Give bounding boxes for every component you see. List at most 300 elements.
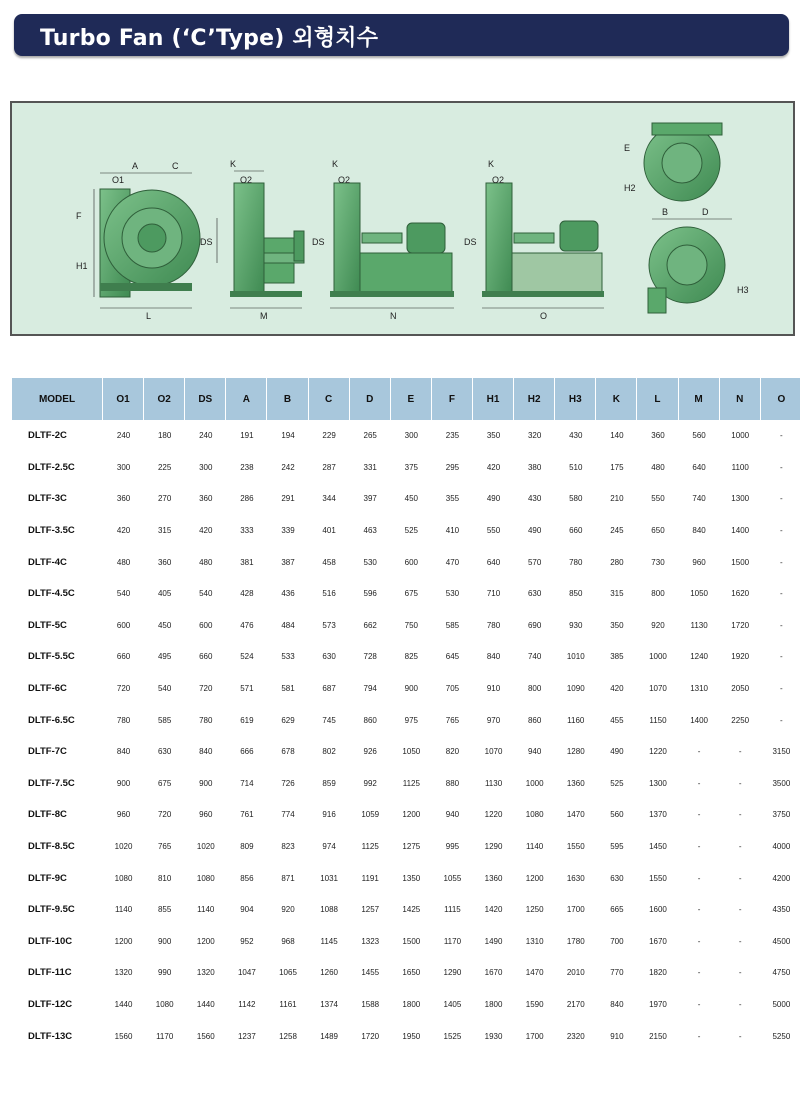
table-cell: 344	[322, 494, 336, 504]
table-row	[12, 452, 800, 484]
table-cell: 1170	[443, 936, 462, 946]
table-cell: 855	[157, 905, 172, 915]
table-cell: 533	[281, 652, 295, 662]
table-cell: 1930	[484, 1031, 503, 1041]
table-cell: -	[697, 936, 701, 946]
table-cell: 900	[116, 778, 131, 788]
table-cell: 1000	[525, 778, 544, 788]
table-row	[12, 483, 800, 515]
table-cell: 405	[157, 589, 172, 599]
table-cell: 560	[610, 810, 624, 820]
table-cell: 970	[486, 715, 501, 725]
table-cell: -	[780, 684, 783, 694]
table-cell: -	[697, 873, 701, 883]
table-cell: 1170	[156, 1031, 174, 1041]
table-cell: 630	[157, 747, 172, 757]
table-cell: 705	[445, 684, 460, 694]
table-cell: 740	[692, 494, 706, 504]
table-cell: 5000	[772, 999, 791, 1009]
label-h1: H1	[76, 261, 88, 271]
table-cell: -	[780, 462, 783, 472]
table-cell: 480	[651, 462, 665, 472]
table-cell: 1425	[402, 905, 421, 915]
table-cell: 4500	[772, 936, 791, 946]
column-header: MODEL	[12, 378, 103, 420]
table-cell: 540	[157, 684, 172, 694]
label-h2: H2	[624, 183, 636, 193]
table-cell: 1050	[402, 747, 421, 757]
table-cell: 728	[363, 652, 377, 662]
model-cell: DLTF-11C	[28, 967, 72, 979]
table-cell: 1405	[443, 999, 462, 1009]
table-cell: 1800	[402, 999, 421, 1009]
table-cell: 1290	[443, 968, 462, 978]
table-cell: 765	[157, 842, 172, 852]
table-cell: 665	[610, 905, 624, 915]
table-cell: 1450	[649, 842, 667, 852]
label-e: E	[624, 143, 631, 153]
label-n: N	[390, 311, 397, 321]
table-cell: -	[738, 968, 742, 978]
table-cell: 1260	[320, 968, 338, 978]
table-cell: -	[780, 431, 783, 441]
table-row	[12, 1020, 800, 1052]
table-cell: 916	[322, 810, 336, 820]
table-cell: 960	[199, 810, 213, 820]
table-cell: 629	[281, 715, 295, 725]
table-cell: 595	[610, 842, 624, 852]
table-cell: 242	[281, 462, 295, 472]
label-k-2: K	[332, 159, 339, 169]
table-cell: -	[780, 557, 783, 567]
table-cell: 331	[363, 462, 377, 472]
table-cell: 484	[281, 620, 295, 630]
table-cell: 904	[240, 905, 254, 915]
table-cell: 1031	[320, 873, 338, 883]
table-cell: 860	[363, 715, 377, 725]
table-cell: 1780	[566, 936, 585, 946]
table-cell: 660	[569, 526, 583, 536]
model-cell: DLTF-5C	[28, 619, 67, 631]
label-f: F	[76, 211, 82, 221]
table-cell: 550	[486, 526, 501, 536]
table-cell: 350	[610, 620, 624, 630]
table-cell: 687	[322, 684, 336, 694]
table-cell: 662	[363, 620, 377, 630]
table-cell: 524	[240, 652, 254, 662]
table-cell: 1047	[237, 968, 256, 978]
table-cell: 1290	[484, 842, 503, 852]
table-cell: 720	[116, 684, 131, 694]
table-cell: 360	[199, 494, 213, 504]
table-cell: 770	[610, 968, 624, 978]
table-cell: 270	[157, 494, 172, 504]
table-cell: 1525	[443, 1031, 462, 1041]
column-header: O	[761, 378, 800, 420]
table-cell: 1160	[567, 715, 585, 725]
table-row	[12, 736, 800, 768]
table-cell: 600	[404, 557, 418, 567]
model-cell: DLTF-2.5C	[28, 461, 75, 473]
label-o: O	[540, 311, 548, 321]
table-cell: 1470	[566, 810, 585, 820]
table-cell: 560	[692, 431, 706, 441]
table-cell: -	[697, 842, 701, 852]
column-header: A	[226, 378, 267, 420]
fan-base-view	[464, 159, 604, 321]
table-cell: -	[697, 1031, 701, 1041]
model-cell: DLTF-6.5C	[28, 714, 75, 726]
table-cell: 287	[322, 462, 336, 472]
table-cell: 1080	[525, 810, 544, 820]
table-cell: 720	[199, 684, 213, 694]
table-cell: 450	[157, 620, 172, 630]
model-cell: DLTF-8.5C	[28, 841, 75, 853]
table-cell: 780	[116, 715, 131, 725]
table-cell: -	[697, 968, 701, 978]
table-cell: 1250	[525, 905, 544, 915]
table-cell: 375	[404, 462, 418, 472]
table-cell: 2050	[731, 684, 750, 694]
fan-coupled-view	[312, 159, 454, 321]
table-cell: 1590	[525, 999, 544, 1009]
table-cell: 952	[240, 936, 254, 946]
table-cell: 245	[610, 526, 624, 536]
table-cell: 397	[363, 494, 377, 504]
table-cell: 540	[116, 589, 131, 599]
table-cell: 1161	[279, 999, 297, 1009]
table-cell: 240	[116, 431, 131, 441]
table-cell: 809	[240, 842, 254, 852]
table-cell: 4000	[772, 842, 791, 852]
table-row	[12, 894, 800, 926]
table-cell: 1125	[402, 778, 420, 788]
table-row	[12, 546, 800, 578]
table-cell: 1257	[361, 905, 380, 915]
table-cell: 470	[445, 557, 460, 567]
table-cell: 856	[240, 873, 254, 883]
label-k-3: K	[488, 159, 495, 169]
table-cell: 780	[486, 620, 501, 630]
table-cell: 516	[322, 589, 336, 599]
column-header: L	[637, 378, 678, 420]
table-cell: 780	[569, 557, 583, 567]
table-cell: 810	[157, 873, 172, 883]
table-cell: 300	[199, 462, 213, 472]
label-m: M	[260, 311, 268, 321]
fan-side-view	[200, 159, 304, 321]
table-cell: 650	[651, 526, 665, 536]
table-cell: 1300	[731, 494, 750, 504]
table-cell: 320	[527, 431, 542, 441]
table-cell: 550	[651, 494, 665, 504]
table-cell: -	[738, 810, 742, 820]
table-cell: 194	[281, 431, 295, 441]
table-cell: 714	[240, 778, 254, 788]
table-cell: 1130	[484, 778, 503, 788]
table-cell: 265	[363, 431, 377, 441]
table-cell: 525	[404, 526, 418, 536]
model-cell: DLTF-5.5C	[28, 651, 75, 663]
table-cell: 1220	[649, 747, 667, 757]
table-cell: -	[738, 905, 742, 915]
table-cell: 1440	[114, 999, 133, 1009]
table-cell: 4750	[772, 968, 791, 978]
table-cell: 291	[281, 494, 295, 504]
table-cell: 825	[404, 652, 418, 662]
label-k: K	[230, 159, 237, 169]
column-header: H2	[514, 378, 555, 420]
table-cell: 1020	[114, 842, 133, 852]
column-header: O2	[144, 378, 185, 420]
table-cell: 619	[240, 715, 254, 725]
table-cell: -	[738, 778, 742, 788]
dimension-table-wrap	[12, 378, 800, 1052]
model-cell: DLTF-3.5C	[28, 525, 75, 537]
fan-front-view	[76, 161, 200, 321]
table-cell: 930	[569, 620, 583, 630]
table-cell: 410	[445, 526, 460, 536]
label-o1: O1	[112, 175, 125, 185]
table-cell: 1080	[114, 873, 133, 883]
table-cell: 840	[610, 999, 624, 1009]
table-cell: 800	[527, 684, 542, 694]
table-cell: 1490	[484, 936, 503, 946]
table-cell: 600	[116, 620, 131, 630]
table-cell: 490	[527, 526, 542, 536]
table-cell: 900	[157, 936, 172, 946]
table-cell: 1280	[566, 747, 585, 757]
table-cell: 871	[281, 873, 295, 883]
table-cell: 480	[116, 557, 131, 567]
table-cell: 571	[240, 684, 254, 694]
table-cell: 1700	[525, 1031, 544, 1041]
table-cell: 1070	[649, 684, 667, 694]
table-cell: 1150	[649, 715, 667, 725]
table-cell: -	[780, 652, 783, 662]
table-cell: 1670	[649, 936, 667, 946]
table-cell: 820	[445, 747, 460, 757]
table-cell: 740	[527, 652, 542, 662]
table-cell: 300	[404, 431, 418, 441]
table-cell: 666	[240, 747, 254, 757]
table-cell: 455	[610, 715, 624, 725]
table-cell: 1220	[484, 810, 503, 820]
table-row	[12, 862, 800, 894]
table-cell: 360	[651, 431, 665, 441]
table-cell: 191	[240, 431, 254, 441]
table-cell: 1970	[649, 999, 667, 1009]
column-header: M	[679, 378, 720, 420]
table-row	[12, 641, 800, 673]
table-cell: 1000	[731, 431, 750, 441]
table-cell: 1145	[320, 936, 338, 946]
table-cell: 570	[527, 557, 542, 567]
table-cell: 240	[199, 431, 213, 441]
model-cell: DLTF-4.5C	[28, 588, 75, 600]
table-cell: 1090	[566, 684, 585, 694]
table-cell: 1620	[731, 589, 750, 599]
table-cell: 387	[281, 557, 295, 567]
table-cell: 1237	[237, 1031, 256, 1041]
table-cell: 286	[240, 494, 254, 504]
table-cell: 640	[486, 557, 501, 567]
table-cell: 992	[363, 778, 377, 788]
table-cell: 850	[569, 589, 583, 599]
table-cell: 794	[363, 684, 377, 694]
table-cell: 2320	[566, 1031, 585, 1041]
table-cell: 4200	[772, 873, 791, 883]
table-cell: 530	[445, 589, 460, 599]
table-cell: 1020	[196, 842, 215, 852]
table-cell: 645	[445, 652, 460, 662]
table-row	[12, 704, 800, 736]
table-cell: 1310	[690, 684, 708, 694]
table-cell: 350	[486, 431, 501, 441]
table-cell: 355	[445, 494, 460, 504]
fan-scroll-bottom	[648, 207, 749, 313]
table-cell: -	[780, 715, 783, 725]
table-cell: 710	[486, 589, 501, 599]
table-cell: 1489	[320, 1031, 338, 1041]
table-cell: -	[780, 620, 783, 630]
model-cell: DLTF-9.5C	[28, 904, 75, 916]
table-cell: 420	[116, 526, 131, 536]
table-cell: 800	[651, 589, 665, 599]
model-cell: DLTF-7C	[28, 746, 67, 758]
table-cell: 585	[157, 715, 172, 725]
model-cell: DLTF-12C	[28, 998, 73, 1010]
table-cell: 840	[486, 652, 501, 662]
column-header: C	[309, 378, 350, 420]
table-cell: 630	[527, 589, 542, 599]
table-row	[12, 799, 800, 831]
table-cell: 360	[116, 494, 131, 504]
table-cell: 780	[199, 715, 213, 725]
table-cell: 480	[199, 557, 213, 567]
table-cell: 1400	[690, 715, 708, 725]
label-ds-3: DS	[464, 237, 477, 247]
table-cell: 1258	[279, 1031, 297, 1041]
table-cell: 1142	[238, 999, 256, 1009]
table-cell: 1500	[402, 936, 421, 946]
table-cell: 420	[486, 462, 501, 472]
table-cell: 530	[363, 557, 377, 567]
table-cell: 428	[240, 589, 254, 599]
table-cell: 2170	[566, 999, 585, 1009]
table-cell: 910	[486, 684, 501, 694]
column-header: K	[596, 378, 637, 420]
table-cell: 1374	[320, 999, 338, 1009]
table-cell: 5250	[772, 1031, 791, 1041]
table-cell: 1720	[731, 620, 750, 630]
table-cell: -	[697, 778, 701, 788]
column-header: B	[267, 378, 308, 420]
table-cell: -	[780, 589, 783, 599]
table-cell: 700	[610, 936, 624, 946]
table-cell: 823	[281, 842, 295, 852]
table-cell: 840	[116, 747, 131, 757]
table-cell: 840	[199, 747, 213, 757]
table-cell: 339	[281, 526, 295, 536]
table-header-row	[12, 378, 800, 420]
table-cell: 1360	[484, 873, 503, 883]
table-cell: 495	[157, 652, 172, 662]
page-title: Turbo Fan (‘C’Type) 외형치수	[40, 26, 379, 51]
column-header: F	[432, 378, 473, 420]
table-cell: 458	[322, 557, 336, 567]
table-cell: 730	[651, 557, 665, 567]
table-cell: 463	[363, 526, 377, 536]
table-cell: 1055	[443, 873, 462, 883]
table-cell: 596	[363, 589, 377, 599]
table-cell: 720	[157, 810, 172, 820]
table-cell: 880	[445, 778, 460, 788]
table-cell: 1115	[444, 905, 461, 915]
table-cell: 2150	[649, 1031, 667, 1041]
label-ds-2: DS	[312, 237, 325, 247]
table-cell: 840	[692, 526, 706, 536]
table-cell: 765	[445, 715, 460, 725]
table-cell: 4350	[772, 905, 791, 915]
table-cell: 1080	[155, 999, 174, 1009]
table-cell: 1100	[731, 462, 749, 472]
table-cell: 360	[157, 557, 172, 567]
fan-scroll-top	[624, 123, 722, 201]
table-cell: 1400	[731, 526, 750, 536]
table-cell: 990	[157, 968, 172, 978]
table-cell: 401	[322, 526, 336, 536]
table-cell: 900	[404, 684, 418, 694]
column-header: N	[720, 378, 761, 420]
label-b: B	[662, 207, 669, 217]
table-body	[12, 420, 800, 1052]
table-cell: 430	[569, 431, 583, 441]
table-cell: -	[738, 842, 742, 852]
table-cell: 1140	[197, 905, 215, 915]
label-o2: O2	[240, 175, 253, 185]
table-cell: 1320	[114, 968, 133, 978]
table-cell: 573	[322, 620, 336, 630]
table-cell: 640	[692, 462, 706, 472]
column-header: E	[391, 378, 432, 420]
table-cell: 476	[240, 620, 254, 630]
table-cell: 774	[281, 810, 295, 820]
table-row	[12, 957, 800, 989]
table-row	[12, 610, 800, 642]
table-cell: 1440	[196, 999, 215, 1009]
table-cell: 1140	[114, 905, 133, 915]
table-cell: 745	[322, 715, 336, 725]
table-cell: 920	[651, 620, 665, 630]
table-cell: 675	[404, 589, 418, 599]
table-cell: 940	[527, 747, 542, 757]
table-cell: 380	[527, 462, 542, 472]
table-cell: 1455	[361, 968, 380, 978]
table-cell: 1200	[196, 936, 215, 946]
table-row	[12, 989, 800, 1021]
table-cell: 1300	[649, 778, 667, 788]
model-cell: DLTF-3C	[28, 493, 67, 505]
label-ds: DS	[200, 237, 213, 247]
table-cell: 940	[445, 810, 460, 820]
label-o2-2: O2	[338, 175, 351, 185]
table-cell: 540	[199, 589, 213, 599]
table-row	[12, 768, 800, 800]
table-cell: 1125	[361, 842, 379, 852]
table-cell: 690	[527, 620, 542, 630]
table-cell: 1240	[690, 652, 708, 662]
